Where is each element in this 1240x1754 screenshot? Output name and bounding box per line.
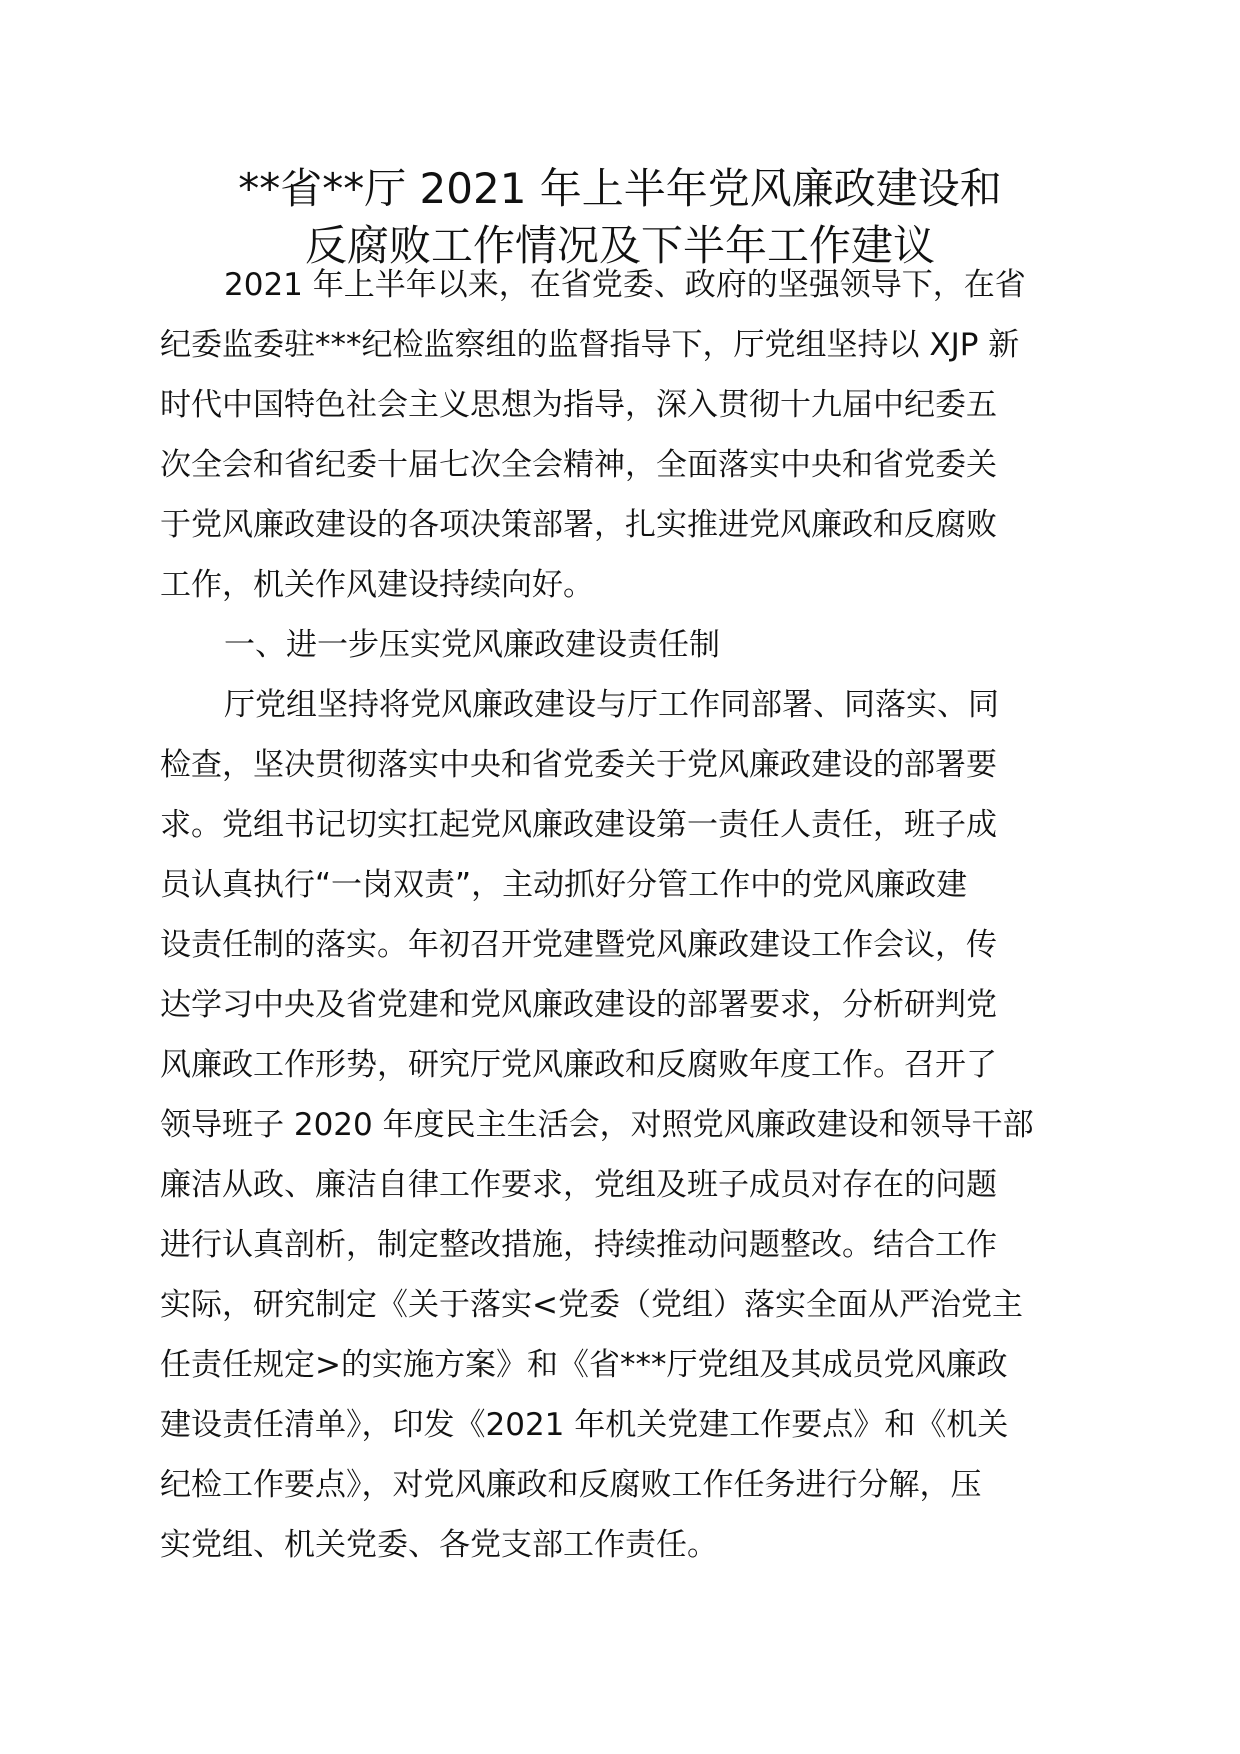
section1-paragraph bbox=[160, 675, 1090, 1575]
text-line: 设责任制的落实。年初召开党建暨党风廉政建设工作会议，传 bbox=[160, 927, 997, 963]
text-line: 于党风廉政建设的各项决策部署，扎实推进党风廉政和反腐败 bbox=[160, 507, 997, 543]
text-line: 进行认真剖析，制定整改措施，持续推动问题整改。结合工作 bbox=[160, 1227, 997, 1263]
text-line: 实际，研究制定《关于落实<党委（党组）落实全面从严治党主 bbox=[160, 1287, 1023, 1323]
text-line: 廉洁从政、廉洁自律工作要求，党组及班子成员对存在的问题 bbox=[160, 1167, 997, 1203]
text-line: 厅党组坚持将党风廉政建设与厅工作同部署、同落实、同 bbox=[224, 687, 999, 723]
document-body bbox=[160, 255, 1090, 1575]
text-line: 实党组、机关党委、各党支部工作责任。 bbox=[160, 1527, 718, 1563]
text-line: 建设责任清单》，印发《2021 年机关党建工作要点》和《机关 bbox=[160, 1407, 1009, 1443]
text-line: 纪委监委驻***纪检监察组的监督指导下，厅党组坚持以 XJP 新 bbox=[160, 327, 1020, 363]
text-line: 员认真执行“一岗双责”，主动抓好分管工作中的党风廉政建 bbox=[160, 867, 968, 903]
text-line: 次全会和省纪委十届七次全会精神，全面落实中央和省党委关 bbox=[160, 447, 997, 483]
text-line: 任责任规定>的实施方案》和《省***厅党组及其成员党风廉政 bbox=[160, 1347, 1008, 1383]
title-line-1: **省**厅 2021 年上半年党风廉政建设和 bbox=[238, 164, 1002, 213]
text-line: 风廉政工作形势，研究厅党风廉政和反腐败年度工作。召开了 bbox=[160, 1047, 997, 1083]
text-line: 达学习中央及省党建和党风廉政建设的部署要求，分析研判党 bbox=[160, 987, 997, 1023]
text-line: 求。党组书记切实扛起党风廉政建设第一责任人责任，班子成 bbox=[160, 807, 997, 843]
text-line: 领导班子 2020 年度民主生活会，对照党风廉政建设和领导干部 bbox=[160, 1107, 1034, 1143]
text-line: 检查，坚决贯彻落实中央和省党委关于党风廉政建设的部署要 bbox=[160, 747, 997, 783]
text-line: 时代中国特色社会主义思想为指导，深入贯彻十九届中纪委五 bbox=[160, 387, 997, 423]
text-line: 纪检工作要点》，对党风廉政和反腐败工作任务进行分解，压 bbox=[160, 1467, 982, 1503]
section-heading bbox=[160, 615, 1090, 675]
section-heading-text: 一、进一步压实党风廉政建设责任制 bbox=[224, 627, 720, 663]
title-line-2: 反腐败工作情况及下半年工作建议 bbox=[304, 221, 935, 270]
text-line: 工作，机关作风建设持续向好。 bbox=[160, 567, 594, 603]
text-line: 2021 年上半年以来，在省党委、政府的坚强领导下，在省 bbox=[224, 267, 1026, 303]
intro-paragraph bbox=[160, 255, 1090, 615]
